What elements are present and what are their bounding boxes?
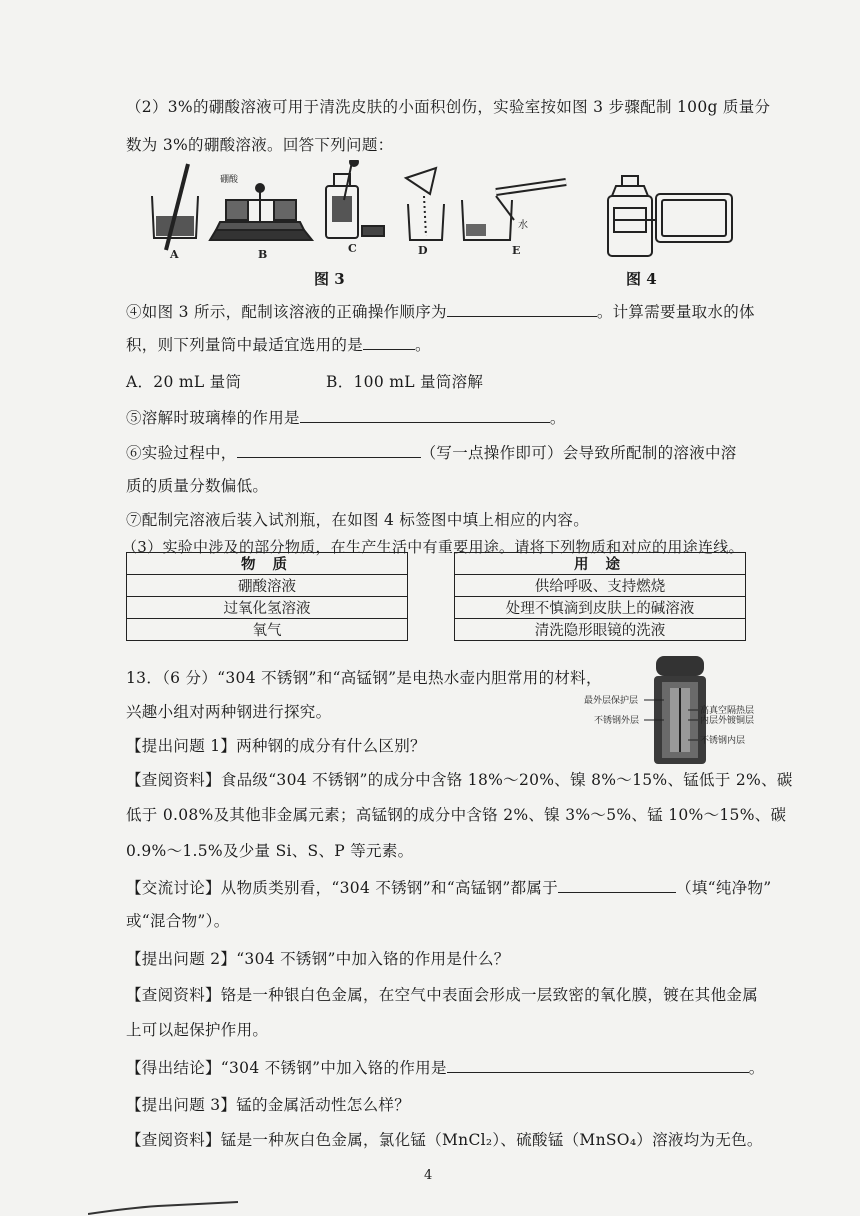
figure3-caption: 图 3	[314, 270, 345, 288]
q4-option-b: B．100 mL 量筒溶解	[326, 373, 484, 391]
conclusion-blank[interactable]	[447, 1058, 749, 1073]
table-row	[127, 575, 746, 597]
discuss-hint: （填“纯净物”	[676, 879, 772, 897]
substance-item[interactable]: 过氧化氢溶液	[127, 597, 408, 619]
q13-line1: 13．（6 分）“304 不锈钢”和“高锰钢”是电热水壶内胆常用的材料，	[126, 669, 602, 687]
q4-option-a: A．20 mL 量筒	[126, 373, 242, 391]
step-d-pouring-icon	[406, 168, 444, 240]
figure4-label-diagram	[600, 172, 740, 262]
q6-prompt: ⑥实验过程中，	[126, 444, 237, 462]
q6-line1	[126, 441, 737, 463]
problem3: 【提出问题 3】锰的金属活动性怎么样？	[126, 1096, 410, 1114]
problem2: 【提出问题 2】“304 不锈钢”中加入铬的作用是什么？	[126, 950, 510, 968]
q2-intro-line1: （2）3%的硼酸溶液可用于清洗皮肤的小面积创伤，实验室按如图 3 步骤配制 100g 质量分	[126, 98, 771, 116]
conclusion-line	[126, 1056, 765, 1078]
q4-cylinder-prompt: 积，则下列量筒中最适宜选用的是	[126, 336, 364, 354]
step-c-reagent-bottle-icon	[326, 160, 384, 238]
label-copper: 内层外镀铜层	[700, 716, 755, 726]
discuss-blank[interactable]	[558, 878, 676, 893]
research1-line3: 0.9%～1.5%及少量 Si、S、P 等元素。	[126, 842, 414, 860]
research1-line1: 【查阅资料】食品级“304 不锈钢”的成分中含铬 18%～20%、镍 8%～15%、锰低于 2%、碳	[126, 771, 793, 789]
q4-prompt: ④如图 3 所示，配制该溶液的正确操作顺序为	[126, 303, 447, 321]
step-a-beaker-icon	[152, 164, 198, 250]
matching-table	[126, 552, 746, 641]
conclusion-end: 。	[748, 1059, 765, 1077]
research2-line1: 【查阅资料】铬是一种银白色金属，在空气中表面会形成一层致密的氧化膜，镀在其他金属	[126, 986, 759, 1004]
q4-cylinder-blank[interactable]	[363, 335, 415, 350]
kettle-icon	[654, 656, 706, 764]
use-item[interactable]: 处理不慎滴到皮肤上的碱溶液	[455, 597, 746, 619]
q4-line1	[126, 300, 755, 322]
q4-line2	[126, 333, 431, 355]
q7-line: ⑦配制完溶液后装入试剂瓶，在如图 4 标签图中填上相应的内容。	[126, 511, 590, 529]
q6-prompt-cont: （写一点操作即可）会导致所配制的溶液中溶	[420, 444, 737, 462]
figure4-caption: 图 4	[626, 270, 657, 288]
conclusion-prompt: 【得出结论】“304 不锈钢”中加入铬的作用是	[126, 1059, 447, 1077]
research2-line2: 上可以起保护作用。	[126, 1021, 269, 1039]
step-b-label: B	[258, 248, 268, 261]
page-number: 4	[424, 1168, 433, 1183]
step-d-label: D	[418, 244, 428, 257]
q5-blank[interactable]	[300, 408, 550, 423]
q5-prompt: ⑤溶解时玻璃棒的作用是	[126, 409, 300, 427]
step-e-cylinder-icon	[462, 182, 566, 240]
q6-blank[interactable]	[237, 443, 421, 458]
table-header-row	[127, 553, 746, 575]
q4-order-blank[interactable]	[447, 302, 597, 317]
substance-item[interactable]: 硼酸溶液	[127, 575, 408, 597]
label-vacuum: 高真空隔热层	[700, 706, 755, 716]
q5-end: 。	[549, 409, 566, 427]
blank-label-icon	[656, 194, 732, 242]
substance-item[interactable]: 氧气	[127, 619, 408, 641]
q4-prompt-cont: 。计算需要量取水的体	[596, 303, 755, 321]
q5-line	[126, 406, 566, 428]
discuss-line2: 或“混合物”）。	[126, 912, 230, 930]
table-row	[127, 597, 746, 619]
q2-intro-line2: 数为 3%的硼酸溶液。回答下列问题：	[126, 136, 394, 154]
use-item[interactable]: 供给呼吸、支持燃烧	[455, 575, 746, 597]
label-steel-outer: 不锈钢外层	[594, 716, 640, 726]
q3-intro: （3）实验中涉及的部分物质，在生产生活中有重要用途。请将下列物质和对应的用途连线。	[122, 538, 744, 556]
use-item[interactable]: 清洗隐形眼镜的洗液	[455, 619, 746, 641]
problem1: 【提出问题 1】两种钢的成分有什么区别？	[126, 737, 426, 755]
header-substance: 物 质	[127, 553, 408, 575]
research1-line2: 低于 0.08%及其他非金属元素；高锰钢的成分中含铬 2%、镍 3%～5%、锰 10%～15%、碳	[126, 806, 787, 824]
q6-line2: 质的质量分数偏低。	[126, 477, 269, 495]
q13-line2: 兴趣小组对两种钢进行探究。	[126, 703, 332, 721]
label-outer-protect: 最外层保护层	[584, 696, 639, 706]
header-use: 用 途	[455, 553, 746, 575]
water-label: 水	[518, 220, 528, 231]
figure3-diagram	[140, 160, 580, 264]
research3: 【查阅资料】锰是一种灰白色金属，氯化锰（MnCl₂）、硫酸锰（MnSO₄）溶液均为无色。	[126, 1131, 763, 1149]
step-a-label: A	[170, 248, 179, 261]
reagent-bottle-icon	[608, 176, 652, 256]
step-e-label: E	[512, 244, 521, 257]
scan-smudge	[88, 1200, 248, 1216]
label-steel-inner: 不锈钢内层	[700, 736, 746, 746]
q4-cylinder-end: 。	[415, 336, 431, 354]
discuss-line1	[126, 876, 771, 898]
kettle-diagram	[584, 654, 764, 766]
step-b-balance-icon	[210, 184, 312, 240]
table-row	[127, 619, 746, 641]
boric-acid-label: 硼酸	[220, 175, 239, 185]
discuss-prompt: 【交流讨论】从物质类别看，“304 不锈钢”和“高锰钢”都属于	[126, 879, 559, 897]
step-c-label: C	[348, 242, 357, 255]
